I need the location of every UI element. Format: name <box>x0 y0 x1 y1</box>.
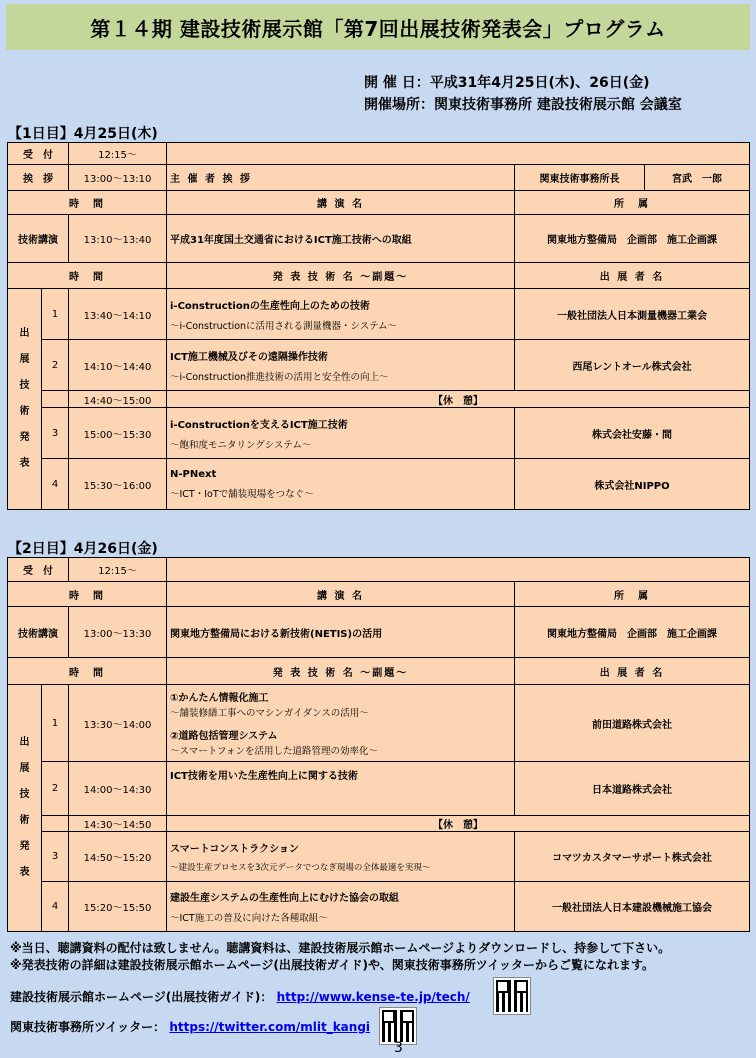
presentation-row <box>8 762 750 816</box>
presentation-title: ICT施工機械及びその遠隔操作技術 <box>170 351 328 363</box>
greeting-title: 主 催 者 挨 拶 <box>167 165 515 191</box>
header-presentation-name: 発 表 技 術 名 ～副題～ <box>167 658 515 685</box>
lecture-label: 技術講演 <box>8 215 69 263</box>
presentation-row <box>8 832 750 882</box>
reception-row <box>8 558 750 582</box>
presentation-row <box>8 408 750 459</box>
reception-label: 受 付 <box>8 143 69 165</box>
greeting-org: 関東技術事務所長 <box>515 165 645 191</box>
presentation-subtitle: ～i-Construction推進技術の活用と安全性の向上～ <box>170 371 389 383</box>
presentation-title: ICT技術を用いた生産性向上に関する技術 <box>170 771 358 782</box>
presentation-exhibitor: 株式会社安藤・間 <box>515 408 750 459</box>
presentation-number: 2 <box>42 340 69 391</box>
presentation-title: i-Constructionを支えるICT施工技術 <box>170 419 348 431</box>
presentation-subtitle-2: ～スマートフォンを活用した道路管理の効率化～ <box>170 746 379 757</box>
presentation-cell <box>167 832 515 882</box>
presentation-cell <box>167 408 515 459</box>
break-label: 【休 憩】 <box>167 391 750 408</box>
presentation-title: 建設生産システムの生産性向上にむけた協会の取組 <box>170 893 399 904</box>
header-time: 時 間 <box>8 191 167 215</box>
note-handout: ※当日、聴講資料の配付は致しません。聴講資料は、建設技術展示館ホームページよりダウンロードし、持参して下さい。 <box>10 941 671 955</box>
presentation-time: 14:10～14:40 <box>69 340 167 391</box>
twitter-link[interactable]: https://twitter.com/mlit_kangi <box>169 1020 371 1034</box>
presentation-row <box>8 340 750 391</box>
presentation-time: 15:20～15:50 <box>69 882 167 932</box>
presentation-time: 14:50～15:20 <box>69 832 167 882</box>
presentation-cell <box>167 762 515 816</box>
page-title: 第１４期 建設技術展示館「第7回出展技術発表会」プログラム <box>6 4 750 50</box>
homepage-qr-code <box>494 978 530 1014</box>
lecture-org: 関東地方整備局 企画部 施工企画課 <box>515 607 750 658</box>
day2-heading: 【2日目】4月26日(金) <box>8 541 158 557</box>
notes <box>10 940 670 974</box>
break-row <box>8 391 750 408</box>
header-exhibitor: 出 展 者 名 <box>515 658 750 685</box>
presentation-cell <box>167 459 515 510</box>
event-date: 開 催 日：平成31年4月25日(木)、26日(金) <box>364 75 650 91</box>
presentation-exhibitor: 日本道路株式会社 <box>515 762 750 816</box>
presentation-time: 13:40～14:10 <box>69 289 167 340</box>
presentation-time: 14:00～14:30 <box>69 762 167 816</box>
header-exhibitor: 出 展 者 名 <box>515 263 750 289</box>
twitter-link-line <box>10 1018 370 1035</box>
presentation-number: 1 <box>42 289 69 340</box>
lecture-org: 関東地方整備局 企画部 施工企画課 <box>515 215 750 263</box>
presentation-subtitle: ～i-Constructionに活用される測量機器・システム～ <box>170 320 398 332</box>
presentation-cell <box>167 685 515 762</box>
day1-heading: 【1日目】4月25日(木) <box>8 126 158 142</box>
lecture-row <box>8 215 750 263</box>
presentation-cell <box>167 289 515 340</box>
presentation-exhibitor: コマツカスタマーサポート株式会社 <box>515 832 750 882</box>
header-presentation-name: 発 表 技 術 名 ～副題～ <box>167 263 515 289</box>
presentation-time: 13:30～14:00 <box>69 685 167 762</box>
presentation-exhibitor: 一般社団法人日本測量機器工業会 <box>515 289 750 340</box>
greeting-time: 13:00～13:10 <box>69 165 167 191</box>
presentation-number: 4 <box>42 882 69 932</box>
lecture-header-row <box>8 582 750 607</box>
greeting-person: 宮武 一郎 <box>645 165 750 191</box>
break-label: 【休 憩】 <box>167 816 750 832</box>
break-time: 14:40～15:00 <box>69 391 167 408</box>
presentation-exhibitor: 一般社団法人日本建設機械施工協会 <box>515 882 750 932</box>
header-time: 時 間 <box>8 582 167 607</box>
presentation-number: 3 <box>42 408 69 459</box>
twitter-qr-code <box>380 1008 416 1044</box>
presentation-time: 15:30～16:00 <box>69 459 167 510</box>
presentation-subtitle: ～ICT・IoTで舗装現場をつなぐ～ <box>170 488 314 500</box>
presentation-number: 4 <box>42 459 69 510</box>
header-affiliation: 所 属 <box>515 191 750 215</box>
presentation-exhibitor: 株式会社NIPPO <box>515 459 750 510</box>
greeting-row <box>8 165 750 191</box>
presentation-header-row <box>8 658 750 685</box>
lecture-time: 13:10～13:40 <box>69 215 167 263</box>
twitter-label: 関東技術事務所ツイッター： <box>10 1020 166 1034</box>
day2-schedule-table <box>7 557 750 932</box>
presentation-cell <box>167 882 515 932</box>
presentation-title: スマートコンストラクション <box>170 844 299 855</box>
reception-label: 受 付 <box>8 558 69 582</box>
lecture-label: 技術講演 <box>8 607 69 658</box>
homepage-link-line <box>10 988 470 1005</box>
presentation-title: N-PNext <box>170 468 217 480</box>
homepage-label: 建設技術展示館ホームページ(出展技術ガイド)： <box>10 990 273 1004</box>
presentation-exhibitor: 前田道路株式会社 <box>515 685 750 762</box>
header-time: 時 間 <box>8 658 167 685</box>
section-label-vertical: 出 展 技 術 発 表 <box>8 289 42 510</box>
homepage-link[interactable]: http://www.kense-te.jp/tech/ <box>276 990 470 1004</box>
event-venue: 開催場所：関東技術事務所 建設技術展示館 会議室 <box>364 97 682 113</box>
section-label-vertical: 出 展 技 術 発 表 <box>8 685 42 932</box>
lecture-title: 関東地方整備局における新技術(NETIS)の活用 <box>167 607 515 658</box>
presentation-title: i-Constructionの生産性向上のための技術 <box>170 300 370 312</box>
presentation-row <box>8 685 750 762</box>
day1-schedule-table <box>7 142 750 510</box>
note-details: ※発表技術の詳細は建設技術展示館ホームページ(出展技術ガイド)や、関東技術事務所ツイッターからご覧になれます。 <box>10 958 654 972</box>
reception-time: 12:15～ <box>69 143 167 165</box>
presentation-subtitle: ～建設生産プロセスを3次元データでつなぎ現場の全体最適を実現～ <box>170 863 431 873</box>
lecture-header-row <box>8 191 750 215</box>
presentation-exhibitor: 西尾レントオール株式会社 <box>515 340 750 391</box>
reception-time: 12:15～ <box>69 558 167 582</box>
break-time: 14:30～14:50 <box>69 816 167 832</box>
presentation-time: 15:00～15:30 <box>69 408 167 459</box>
page-number: 3 <box>394 1040 403 1056</box>
presentation-header-row <box>8 263 750 289</box>
header-lecture-name: 講 演 名 <box>167 582 515 607</box>
presentation-number: 3 <box>42 832 69 882</box>
lecture-title: 平成31年度国土交通省におけるICT施工技術への取組 <box>167 215 515 263</box>
presentation-number: 2 <box>42 762 69 816</box>
reception-row <box>8 143 750 165</box>
presentation-row <box>8 289 750 340</box>
presentation-subtitle: ～飽和度モニタリングシステム～ <box>170 439 312 451</box>
presentation-title-2: ②道路包括管理システム <box>170 731 278 742</box>
presentation-title: ①かんたん情報化施工 <box>170 693 269 704</box>
presentation-row <box>8 459 750 510</box>
presentation-cell <box>167 340 515 391</box>
presentation-row <box>8 882 750 932</box>
break-row <box>8 816 750 832</box>
greeting-label: 挨 拶 <box>8 165 69 191</box>
header-time: 時 間 <box>8 263 167 289</box>
lecture-time: 13:00～13:30 <box>69 607 167 658</box>
header-lecture-name: 講 演 名 <box>167 191 515 215</box>
presentation-number: 1 <box>42 685 69 762</box>
presentation-subtitle: ～舗装修繕工事へのマシンガイダンスの活用～ <box>170 708 369 719</box>
header-affiliation: 所 属 <box>515 582 750 607</box>
presentation-subtitle: ～ICT施工の普及に向けた各種取組～ <box>170 913 328 924</box>
lecture-row <box>8 607 750 658</box>
